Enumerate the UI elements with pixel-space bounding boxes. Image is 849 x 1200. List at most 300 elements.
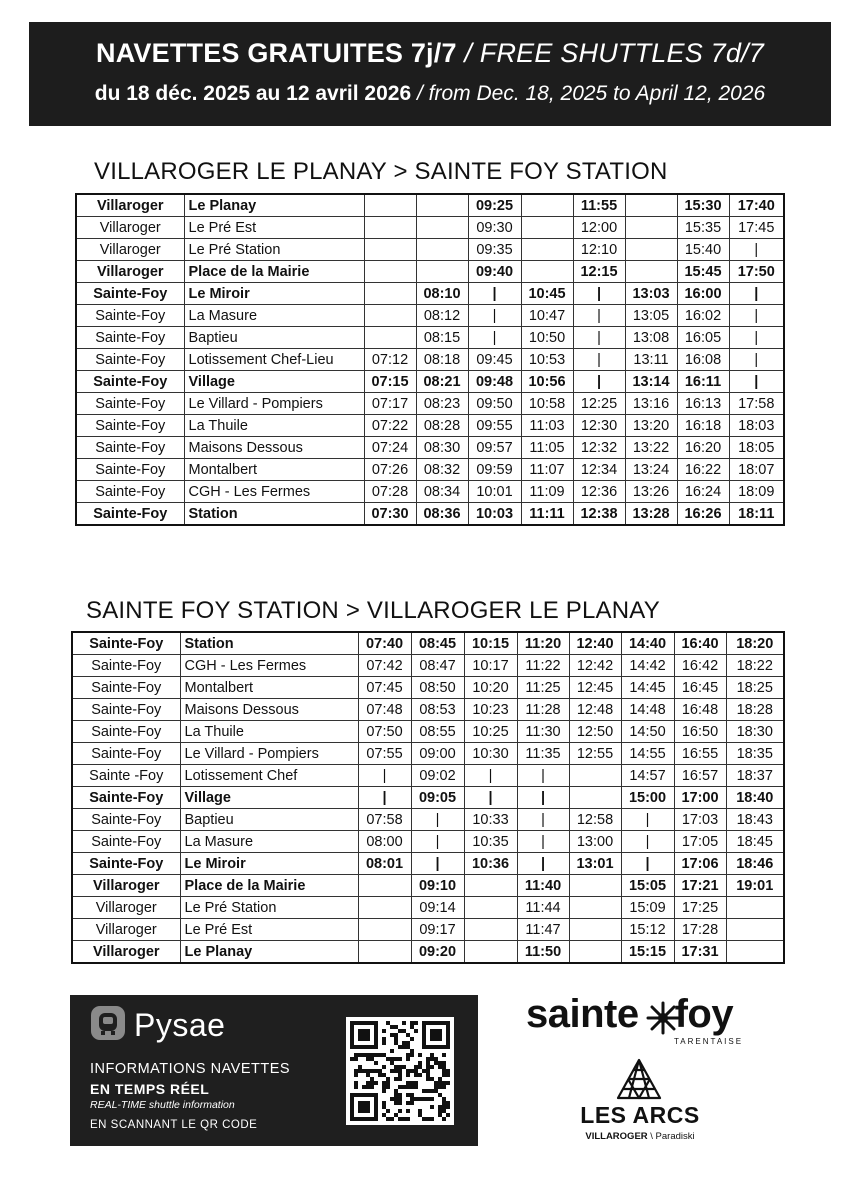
time-cell — [625, 239, 677, 261]
commune-cell: Sainte-Foy — [76, 393, 184, 415]
time-cell: 12:38 — [573, 503, 625, 526]
time-cell: 16:57 — [674, 765, 726, 787]
commune-cell: Sainte-Foy — [72, 699, 180, 721]
time-cell: 07:30 — [364, 503, 416, 526]
table-row — [76, 349, 784, 371]
time-cell — [569, 765, 621, 787]
table-row — [76, 305, 784, 327]
header-banner — [29, 22, 831, 126]
time-cell: | — [411, 831, 464, 853]
time-cell: 18:40 — [726, 787, 784, 809]
commune-cell: Villaroger — [76, 217, 184, 239]
time-cell: 10:33 — [464, 809, 517, 831]
stop-cell: Le Planay — [184, 194, 364, 217]
time-cell: 11:28 — [517, 699, 569, 721]
commune-cell: Villaroger — [72, 941, 180, 964]
table-row — [76, 393, 784, 415]
time-cell: 09:02 — [411, 765, 464, 787]
stop-cell: CGH - Les Fermes — [184, 481, 364, 503]
time-cell: | — [621, 831, 674, 853]
time-cell: 12:45 — [569, 677, 621, 699]
time-cell: 07:15 — [364, 371, 416, 393]
time-cell: 08:28 — [416, 415, 468, 437]
time-cell: 15:00 — [621, 787, 674, 809]
commune-cell: Sainte-Foy — [72, 743, 180, 765]
time-cell: 09:00 — [411, 743, 464, 765]
stop-cell: Le Pré Est — [184, 217, 364, 239]
time-cell: 11:07 — [521, 459, 573, 481]
table-row — [76, 481, 784, 503]
time-cell: 17:06 — [674, 853, 726, 875]
time-cell: 08:53 — [411, 699, 464, 721]
commune-cell: Villaroger — [72, 919, 180, 941]
commune-cell: Sainte-Foy — [72, 809, 180, 831]
table-row — [72, 941, 784, 964]
stop-cell: Baptieu — [184, 327, 364, 349]
qr-code-icon[interactable] — [346, 1017, 454, 1125]
time-cell: 11:55 — [573, 194, 625, 217]
time-cell: 10:15 — [464, 632, 517, 655]
time-cell: 13:20 — [625, 415, 677, 437]
commune-cell: Sainte-Foy — [76, 503, 184, 526]
time-cell: 15:09 — [621, 897, 674, 919]
time-cell: 07:45 — [358, 677, 411, 699]
time-cell: 13:05 — [625, 305, 677, 327]
time-cell: 16:13 — [677, 393, 729, 415]
time-cell: 08:15 — [416, 327, 468, 349]
stop-cell: Le Miroir — [184, 283, 364, 305]
table-row — [76, 327, 784, 349]
pysae-logo-icon — [90, 1005, 126, 1041]
header-dates-fr: du 18 déc. 2025 au 12 avril 2026 — [94, 82, 412, 105]
time-cell: 09:05 — [411, 787, 464, 809]
header-title — [29, 38, 831, 69]
time-cell: 17:28 — [674, 919, 726, 941]
time-cell — [464, 897, 517, 919]
time-cell: 12:34 — [573, 459, 625, 481]
stop-cell: Le Villard - Pompiers — [184, 393, 364, 415]
stop-cell: Le Pré Station — [184, 239, 364, 261]
time-cell — [464, 919, 517, 941]
time-cell: 12:55 — [569, 743, 621, 765]
time-cell: 07:28 — [364, 481, 416, 503]
time-cell — [416, 194, 468, 217]
time-cell — [358, 875, 411, 897]
time-cell: 17:03 — [674, 809, 726, 831]
sainte-foy-text-right: foy — [674, 992, 734, 1036]
stop-cell: Maisons Dessous — [180, 699, 358, 721]
commune-cell: Sainte-Foy — [76, 415, 184, 437]
table-row — [76, 459, 784, 481]
time-cell — [464, 875, 517, 897]
time-cell: 08:18 — [416, 349, 468, 371]
table-row — [72, 787, 784, 809]
header-title-en: / FREE SHUTTLES 7d/7 — [464, 38, 764, 68]
commune-cell: Villaroger — [76, 194, 184, 217]
time-cell: 16:24 — [677, 481, 729, 503]
time-cell: 09:30 — [468, 217, 521, 239]
stop-cell: Village — [180, 787, 358, 809]
time-cell: 11:30 — [517, 721, 569, 743]
stop-cell: Place de la Mairie — [184, 261, 364, 283]
time-cell: 16:05 — [677, 327, 729, 349]
time-cell: 16:48 — [674, 699, 726, 721]
time-cell: 08:34 — [416, 481, 468, 503]
time-cell: 07:26 — [364, 459, 416, 481]
table-row — [76, 261, 784, 283]
time-cell: 12:30 — [573, 415, 625, 437]
time-cell: 16:18 — [677, 415, 729, 437]
time-cell: 13:00 — [569, 831, 621, 853]
time-cell: | — [358, 765, 411, 787]
pysae-english-line: REAL-TIME shuttle information — [90, 1099, 235, 1111]
time-cell: 09:17 — [411, 919, 464, 941]
table-row — [76, 415, 784, 437]
time-cell — [521, 261, 573, 283]
table-row — [76, 503, 784, 526]
stop-cell: La Thuile — [184, 415, 364, 437]
time-cell: 17:00 — [674, 787, 726, 809]
time-cell: 08:21 — [416, 371, 468, 393]
time-cell: 13:16 — [625, 393, 677, 415]
sainte-foy-subtitle: TARENTAISE — [674, 1037, 744, 1046]
stop-cell: Le Miroir — [180, 853, 358, 875]
time-cell: 10:30 — [464, 743, 517, 765]
commune-cell: Sainte-Foy — [76, 371, 184, 393]
time-cell: 14:42 — [621, 655, 674, 677]
time-cell — [625, 194, 677, 217]
time-cell: 08:12 — [416, 305, 468, 327]
time-cell: 14:48 — [621, 699, 674, 721]
stop-cell: Montalbert — [180, 677, 358, 699]
time-cell: 10:36 — [464, 853, 517, 875]
stop-cell: Le Pré Est — [180, 919, 358, 941]
sainte-foy-wordmark — [526, 992, 733, 1037]
time-cell — [625, 217, 677, 239]
header-dates-en: / from Dec. 18, 2025 to April 12, 2026 — [416, 82, 766, 105]
time-cell: | — [411, 853, 464, 875]
header-dates — [29, 82, 831, 106]
time-cell: 14:57 — [621, 765, 674, 787]
sainte-foy-star-icon — [645, 1000, 681, 1036]
time-cell: 17:58 — [729, 393, 784, 415]
time-cell: 07:12 — [364, 349, 416, 371]
time-cell: 12:40 — [569, 632, 621, 655]
les-arcs-sub-paradiski: \ Paradiski — [650, 1131, 695, 1142]
time-cell: 18:30 — [726, 721, 784, 743]
time-cell: 18:05 — [729, 437, 784, 459]
time-cell: 07:42 — [358, 655, 411, 677]
commune-cell: Villaroger — [72, 897, 180, 919]
time-cell: 14:50 — [621, 721, 674, 743]
time-cell: 07:58 — [358, 809, 411, 831]
time-cell: 11:40 — [517, 875, 569, 897]
time-cell: | — [464, 787, 517, 809]
table-row — [72, 809, 784, 831]
commune-cell: Sainte-Foy — [72, 721, 180, 743]
time-cell: 08:55 — [411, 721, 464, 743]
pysae-info-box — [70, 995, 478, 1146]
time-cell: 10:58 — [521, 393, 573, 415]
time-cell: 10:53 — [521, 349, 573, 371]
time-cell — [364, 327, 416, 349]
time-cell: 16:11 — [677, 371, 729, 393]
time-cell: 13:28 — [625, 503, 677, 526]
time-cell — [416, 217, 468, 239]
pysae-realtime-line: EN TEMPS RÉEL — [90, 1081, 210, 1097]
commune-cell: Sainte -Foy — [72, 765, 180, 787]
time-cell: 10:25 — [464, 721, 517, 743]
commune-cell: Sainte-Foy — [76, 283, 184, 305]
table-row — [72, 743, 784, 765]
time-cell: 07:17 — [364, 393, 416, 415]
table-row — [76, 217, 784, 239]
time-cell: 08:45 — [411, 632, 464, 655]
time-cell: 16:02 — [677, 305, 729, 327]
time-cell — [416, 239, 468, 261]
stop-cell: CGH - Les Fermes — [180, 655, 358, 677]
time-cell: 11:44 — [517, 897, 569, 919]
time-cell: 08:10 — [416, 283, 468, 305]
time-cell: 08:36 — [416, 503, 468, 526]
commune-cell: Sainte-Foy — [72, 831, 180, 853]
time-cell: 09:55 — [468, 415, 521, 437]
time-cell — [416, 261, 468, 283]
time-cell: 17:25 — [674, 897, 726, 919]
time-cell: 08:23 — [416, 393, 468, 415]
time-cell — [569, 919, 621, 941]
time-cell: 12:00 — [573, 217, 625, 239]
time-cell: 10:45 — [521, 283, 573, 305]
header-title-fr: NAVETTES GRATUITES 7j/7 — [96, 38, 457, 68]
stop-cell: La Masure — [184, 305, 364, 327]
time-cell: 16:45 — [674, 677, 726, 699]
commune-cell: Villaroger — [76, 261, 184, 283]
timetable-1-title: VILLAROGER LE PLANAY > SAINTE FOY STATION — [94, 158, 668, 185]
time-cell: | — [729, 371, 784, 393]
time-cell: 10:23 — [464, 699, 517, 721]
time-cell: 16:26 — [677, 503, 729, 526]
time-cell: | — [517, 853, 569, 875]
stop-cell: Baptieu — [180, 809, 358, 831]
time-cell: 16:42 — [674, 655, 726, 677]
time-cell — [521, 194, 573, 217]
time-cell: 09:20 — [411, 941, 464, 964]
commune-cell: Sainte-Foy — [76, 437, 184, 459]
table-row — [72, 677, 784, 699]
time-cell: | — [468, 327, 521, 349]
time-cell: 09:59 — [468, 459, 521, 481]
time-cell: 13:22 — [625, 437, 677, 459]
time-cell: 07:48 — [358, 699, 411, 721]
commune-cell: Sainte-Foy — [76, 481, 184, 503]
time-cell: 18:09 — [729, 481, 784, 503]
table-row — [72, 632, 784, 655]
stop-cell: La Masure — [180, 831, 358, 853]
table-row — [72, 897, 784, 919]
table-row — [76, 239, 784, 261]
table-row — [76, 194, 784, 217]
time-cell: 15:15 — [621, 941, 674, 964]
time-cell — [569, 787, 621, 809]
time-cell: 13:01 — [569, 853, 621, 875]
time-cell: 16:08 — [677, 349, 729, 371]
time-cell: 17:31 — [674, 941, 726, 964]
time-cell: | — [621, 809, 674, 831]
stop-cell: Le Planay — [180, 941, 358, 964]
time-cell: | — [517, 809, 569, 831]
time-cell: 13:11 — [625, 349, 677, 371]
time-cell: | — [729, 327, 784, 349]
time-cell — [726, 897, 784, 919]
commune-cell: Villaroger — [72, 875, 180, 897]
les-arcs-name: LES ARCS — [580, 1102, 700, 1128]
time-cell: 10:17 — [464, 655, 517, 677]
time-cell: 09:48 — [468, 371, 521, 393]
commune-cell: Villaroger — [76, 239, 184, 261]
time-cell: 16:55 — [674, 743, 726, 765]
time-cell: 18:22 — [726, 655, 784, 677]
stop-cell: Station — [184, 503, 364, 526]
time-cell — [358, 941, 411, 964]
table-row — [76, 437, 784, 459]
commune-cell: Sainte-Foy — [76, 349, 184, 371]
time-cell: 15:35 — [677, 217, 729, 239]
time-cell: 18:20 — [726, 632, 784, 655]
time-cell — [358, 919, 411, 941]
time-cell: 12:42 — [569, 655, 621, 677]
time-cell: 16:22 — [677, 459, 729, 481]
stop-cell: Le Pré Station — [180, 897, 358, 919]
time-cell: | — [573, 371, 625, 393]
time-cell: 11:47 — [517, 919, 569, 941]
time-cell: | — [729, 305, 784, 327]
time-cell: 11:05 — [521, 437, 573, 459]
time-cell — [358, 897, 411, 919]
time-cell: 08:30 — [416, 437, 468, 459]
time-cell — [364, 283, 416, 305]
time-cell: 07:24 — [364, 437, 416, 459]
time-cell: 13:24 — [625, 459, 677, 481]
time-cell: 08:50 — [411, 677, 464, 699]
time-cell: 14:45 — [621, 677, 674, 699]
time-cell: 10:01 — [468, 481, 521, 503]
time-cell: 07:50 — [358, 721, 411, 743]
time-cell: 09:10 — [411, 875, 464, 897]
time-cell: 11:20 — [517, 632, 569, 655]
time-cell: 11:22 — [517, 655, 569, 677]
table-row — [72, 699, 784, 721]
sainte-foy-text-left: sainte — [526, 992, 639, 1036]
time-cell: 17:45 — [729, 217, 784, 239]
time-cell: 10:50 — [521, 327, 573, 349]
commune-cell: Sainte-Foy — [76, 327, 184, 349]
time-cell: 09:45 — [468, 349, 521, 371]
time-cell: 08:32 — [416, 459, 468, 481]
table-row — [72, 831, 784, 853]
time-cell — [569, 897, 621, 919]
time-cell: 11:25 — [517, 677, 569, 699]
time-cell: 18:28 — [726, 699, 784, 721]
time-cell: 15:30 — [677, 194, 729, 217]
time-cell: | — [621, 853, 674, 875]
time-cell: 17:05 — [674, 831, 726, 853]
table-row — [72, 875, 784, 897]
time-cell: 14:40 — [621, 632, 674, 655]
time-cell: 18:35 — [726, 743, 784, 765]
time-cell: 12:25 — [573, 393, 625, 415]
time-cell: 18:43 — [726, 809, 784, 831]
table-row — [72, 655, 784, 677]
time-cell: 11:03 — [521, 415, 573, 437]
les-arcs-subtitle — [558, 1131, 722, 1142]
time-cell: 11:09 — [521, 481, 573, 503]
time-cell: 07:55 — [358, 743, 411, 765]
time-cell: 12:58 — [569, 809, 621, 831]
stop-cell: Lotissement Chef — [180, 765, 358, 787]
time-cell: | — [573, 305, 625, 327]
time-cell: 10:03 — [468, 503, 521, 526]
time-cell: 09:50 — [468, 393, 521, 415]
time-cell: 10:47 — [521, 305, 573, 327]
time-cell — [569, 941, 621, 964]
time-cell: 18:11 — [729, 503, 784, 526]
table-row — [72, 765, 784, 787]
time-cell: | — [517, 765, 569, 787]
time-cell: 08:01 — [358, 853, 411, 875]
time-cell: 15:45 — [677, 261, 729, 283]
pysae-name: Pysae — [134, 1007, 226, 1043]
time-cell: 11:11 — [521, 503, 573, 526]
time-cell: 18:03 — [729, 415, 784, 437]
time-cell: 12:50 — [569, 721, 621, 743]
time-cell: | — [729, 349, 784, 371]
pysae-scan-line: EN SCANNANT LE QR CODE — [90, 1119, 258, 1131]
sainte-foy-logo — [526, 992, 766, 1052]
time-cell: 15:40 — [677, 239, 729, 261]
time-cell: 12:10 — [573, 239, 625, 261]
time-cell: 10:20 — [464, 677, 517, 699]
table-row — [72, 853, 784, 875]
time-cell: | — [411, 809, 464, 831]
stop-cell: La Thuile — [180, 721, 358, 743]
time-cell: 16:40 — [674, 632, 726, 655]
time-cell: 09:40 — [468, 261, 521, 283]
time-cell — [364, 194, 416, 217]
time-cell: 17:21 — [674, 875, 726, 897]
time-cell — [364, 305, 416, 327]
time-cell: | — [468, 305, 521, 327]
time-cell: 13:08 — [625, 327, 677, 349]
time-cell: 16:20 — [677, 437, 729, 459]
time-cell: 13:26 — [625, 481, 677, 503]
stop-cell: Montalbert — [184, 459, 364, 481]
les-arcs-dome-icon — [616, 1058, 662, 1100]
time-cell: 15:12 — [621, 919, 674, 941]
time-cell: 18:25 — [726, 677, 784, 699]
time-cell: 16:50 — [674, 721, 726, 743]
time-cell: | — [517, 831, 569, 853]
timetable-1 — [75, 193, 785, 526]
time-cell: | — [468, 283, 521, 305]
time-cell: | — [464, 765, 517, 787]
time-cell: 08:47 — [411, 655, 464, 677]
time-cell: 12:36 — [573, 481, 625, 503]
time-cell: 08:00 — [358, 831, 411, 853]
stop-cell: Maisons Dessous — [184, 437, 364, 459]
time-cell: 13:14 — [625, 371, 677, 393]
time-cell: 09:35 — [468, 239, 521, 261]
